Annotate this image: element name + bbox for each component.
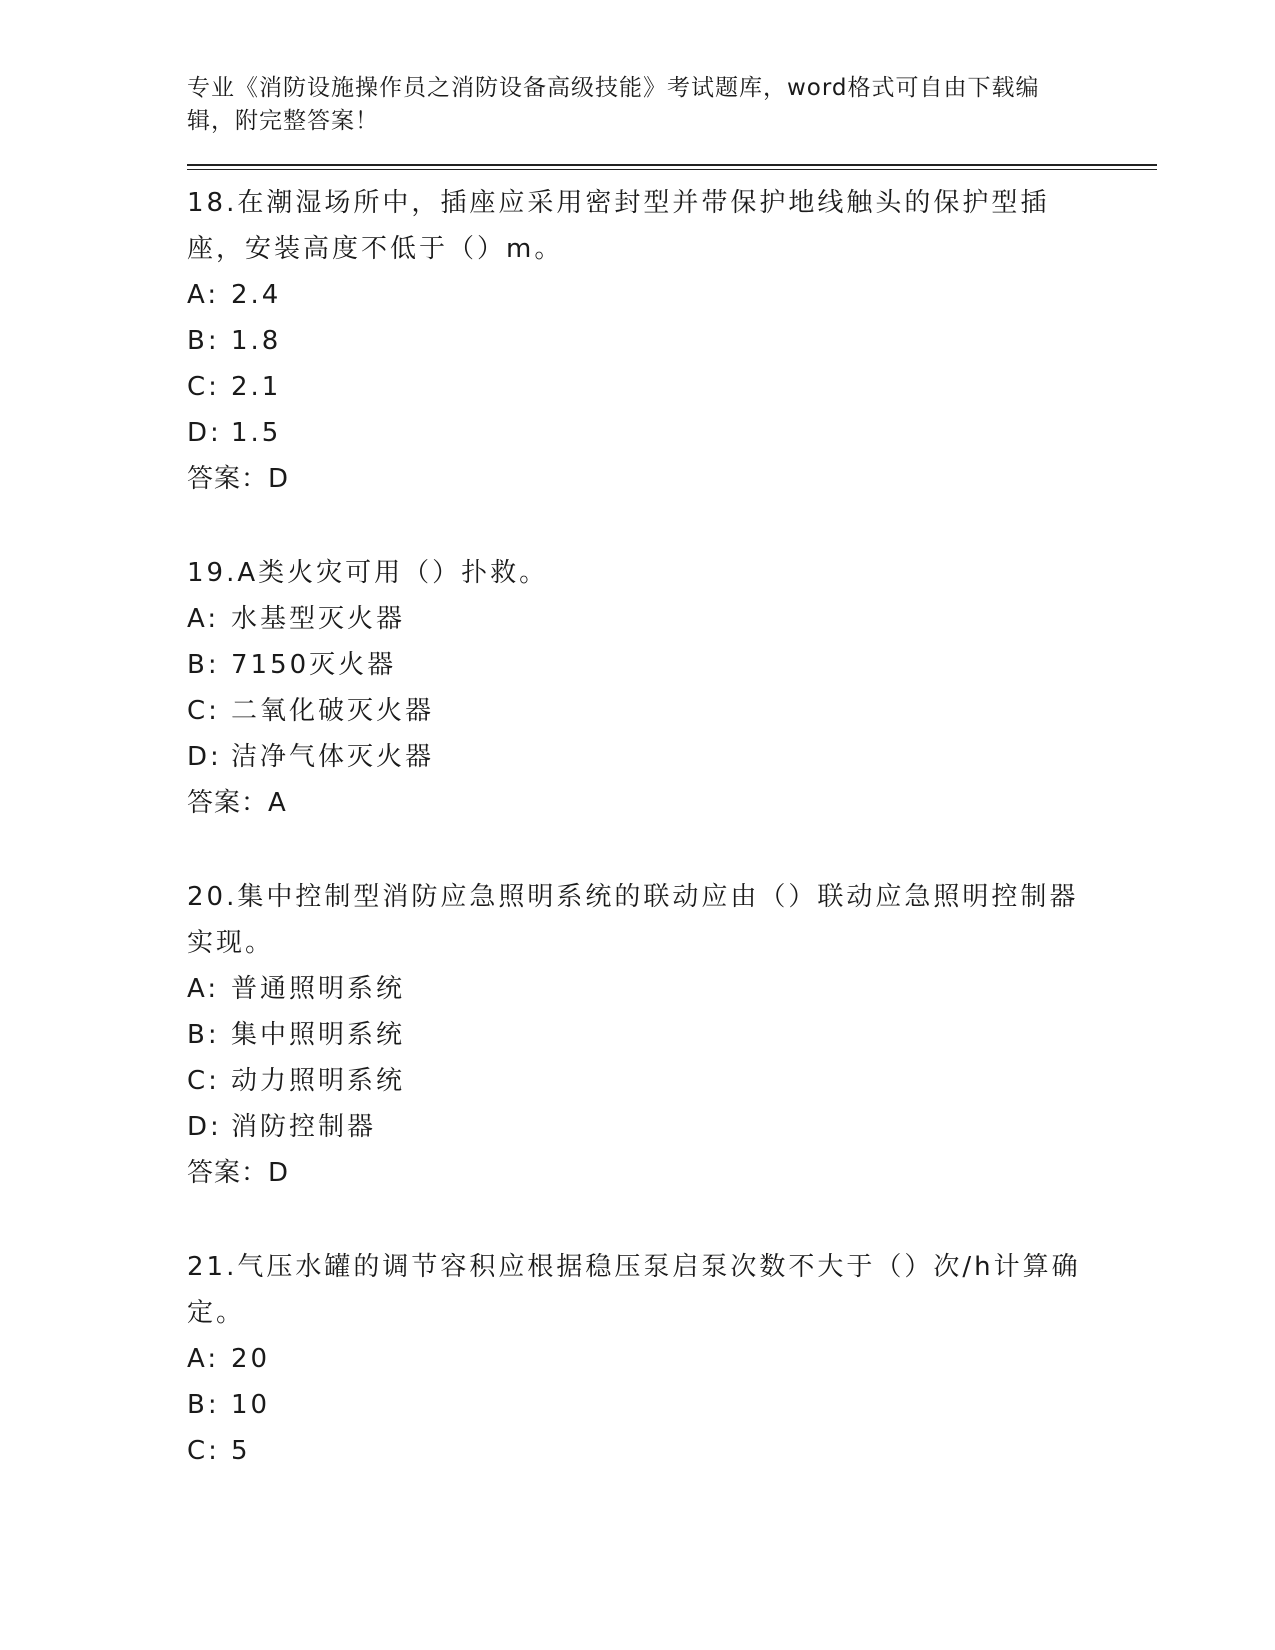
option-letter: D:	[187, 418, 222, 448]
option-letter: A:	[187, 280, 220, 310]
option-letter: B:	[187, 326, 220, 356]
option-text: 普通照明系统	[231, 974, 406, 1004]
answer-line: 答案：D	[187, 464, 290, 494]
option-text: 10	[231, 1390, 271, 1420]
answer-line: 答案：A	[187, 788, 287, 818]
option-b	[187, 318, 1157, 364]
question-21	[187, 1244, 1157, 1474]
option-text: 动力照明系统	[231, 1066, 406, 1096]
option-text: 洁净气体灭火器	[231, 742, 435, 772]
option-text: 20	[231, 1344, 271, 1374]
option-letter: D:	[187, 742, 222, 772]
option-text: 2.4	[231, 280, 282, 310]
divider-line-thick	[187, 164, 1157, 166]
question-18	[187, 180, 1157, 502]
answer-line: 答案：D	[187, 1158, 290, 1188]
option-c	[187, 364, 1157, 410]
option-text: 集中照明系统	[231, 1020, 406, 1050]
option-letter: A:	[187, 974, 220, 1004]
question-20	[187, 874, 1157, 1196]
option-a	[187, 966, 1157, 1012]
option-b	[187, 1382, 1157, 1428]
document-header: 专业《消防设施操作员之消防设备高级技能》考试题库，word格式可自由下载编辑，附完整答案！	[187, 75, 1040, 134]
option-d	[187, 734, 1157, 780]
option-text: 消防控制器	[231, 1112, 377, 1142]
option-letter: C:	[187, 372, 220, 402]
option-letter: C:	[187, 696, 220, 726]
option-letter: B:	[187, 1390, 220, 1420]
option-d	[187, 410, 1157, 456]
option-text: 1.5	[231, 418, 282, 448]
option-text: 5	[231, 1436, 251, 1466]
option-c	[187, 688, 1157, 734]
header-divider	[187, 164, 1157, 170]
option-a	[187, 596, 1157, 642]
option-letter: A:	[187, 604, 220, 634]
question-text: 21.气压水罐的调节容积应根据稳压泵启泵次数不大于（）次/h计算确定。	[187, 1252, 1081, 1328]
question-text: 19.A类火灾可用（）扑救。	[187, 558, 549, 588]
option-text: 1.8	[231, 326, 282, 356]
option-text: 水基型灭火器	[231, 604, 406, 634]
option-d	[187, 1104, 1157, 1150]
divider-line-thin	[187, 169, 1157, 170]
question-text: 18.在潮湿场所中，插座应采用密封型并带保护地线触头的保护型插座，安装高度不低于（）m。	[187, 188, 1050, 264]
option-text: 7150灭火器	[231, 650, 397, 680]
option-b	[187, 642, 1157, 688]
option-letter: B:	[187, 1020, 220, 1050]
option-c	[187, 1058, 1157, 1104]
option-letter: D:	[187, 1112, 222, 1142]
document-page	[187, 72, 1157, 1522]
option-a	[187, 1336, 1157, 1382]
option-letter: A:	[187, 1344, 220, 1374]
option-letter: B:	[187, 650, 220, 680]
question-text: 20.集中控制型消防应急照明系统的联动应由（）联动应急照明控制器实现。	[187, 882, 1079, 958]
option-text: 2.1	[231, 372, 282, 402]
question-19	[187, 550, 1157, 826]
option-text: 二氧化破灭火器	[231, 696, 435, 726]
option-c	[187, 1428, 1157, 1474]
option-a	[187, 272, 1157, 318]
option-letter: C:	[187, 1436, 220, 1466]
option-letter: C:	[187, 1066, 220, 1096]
option-b	[187, 1012, 1157, 1058]
